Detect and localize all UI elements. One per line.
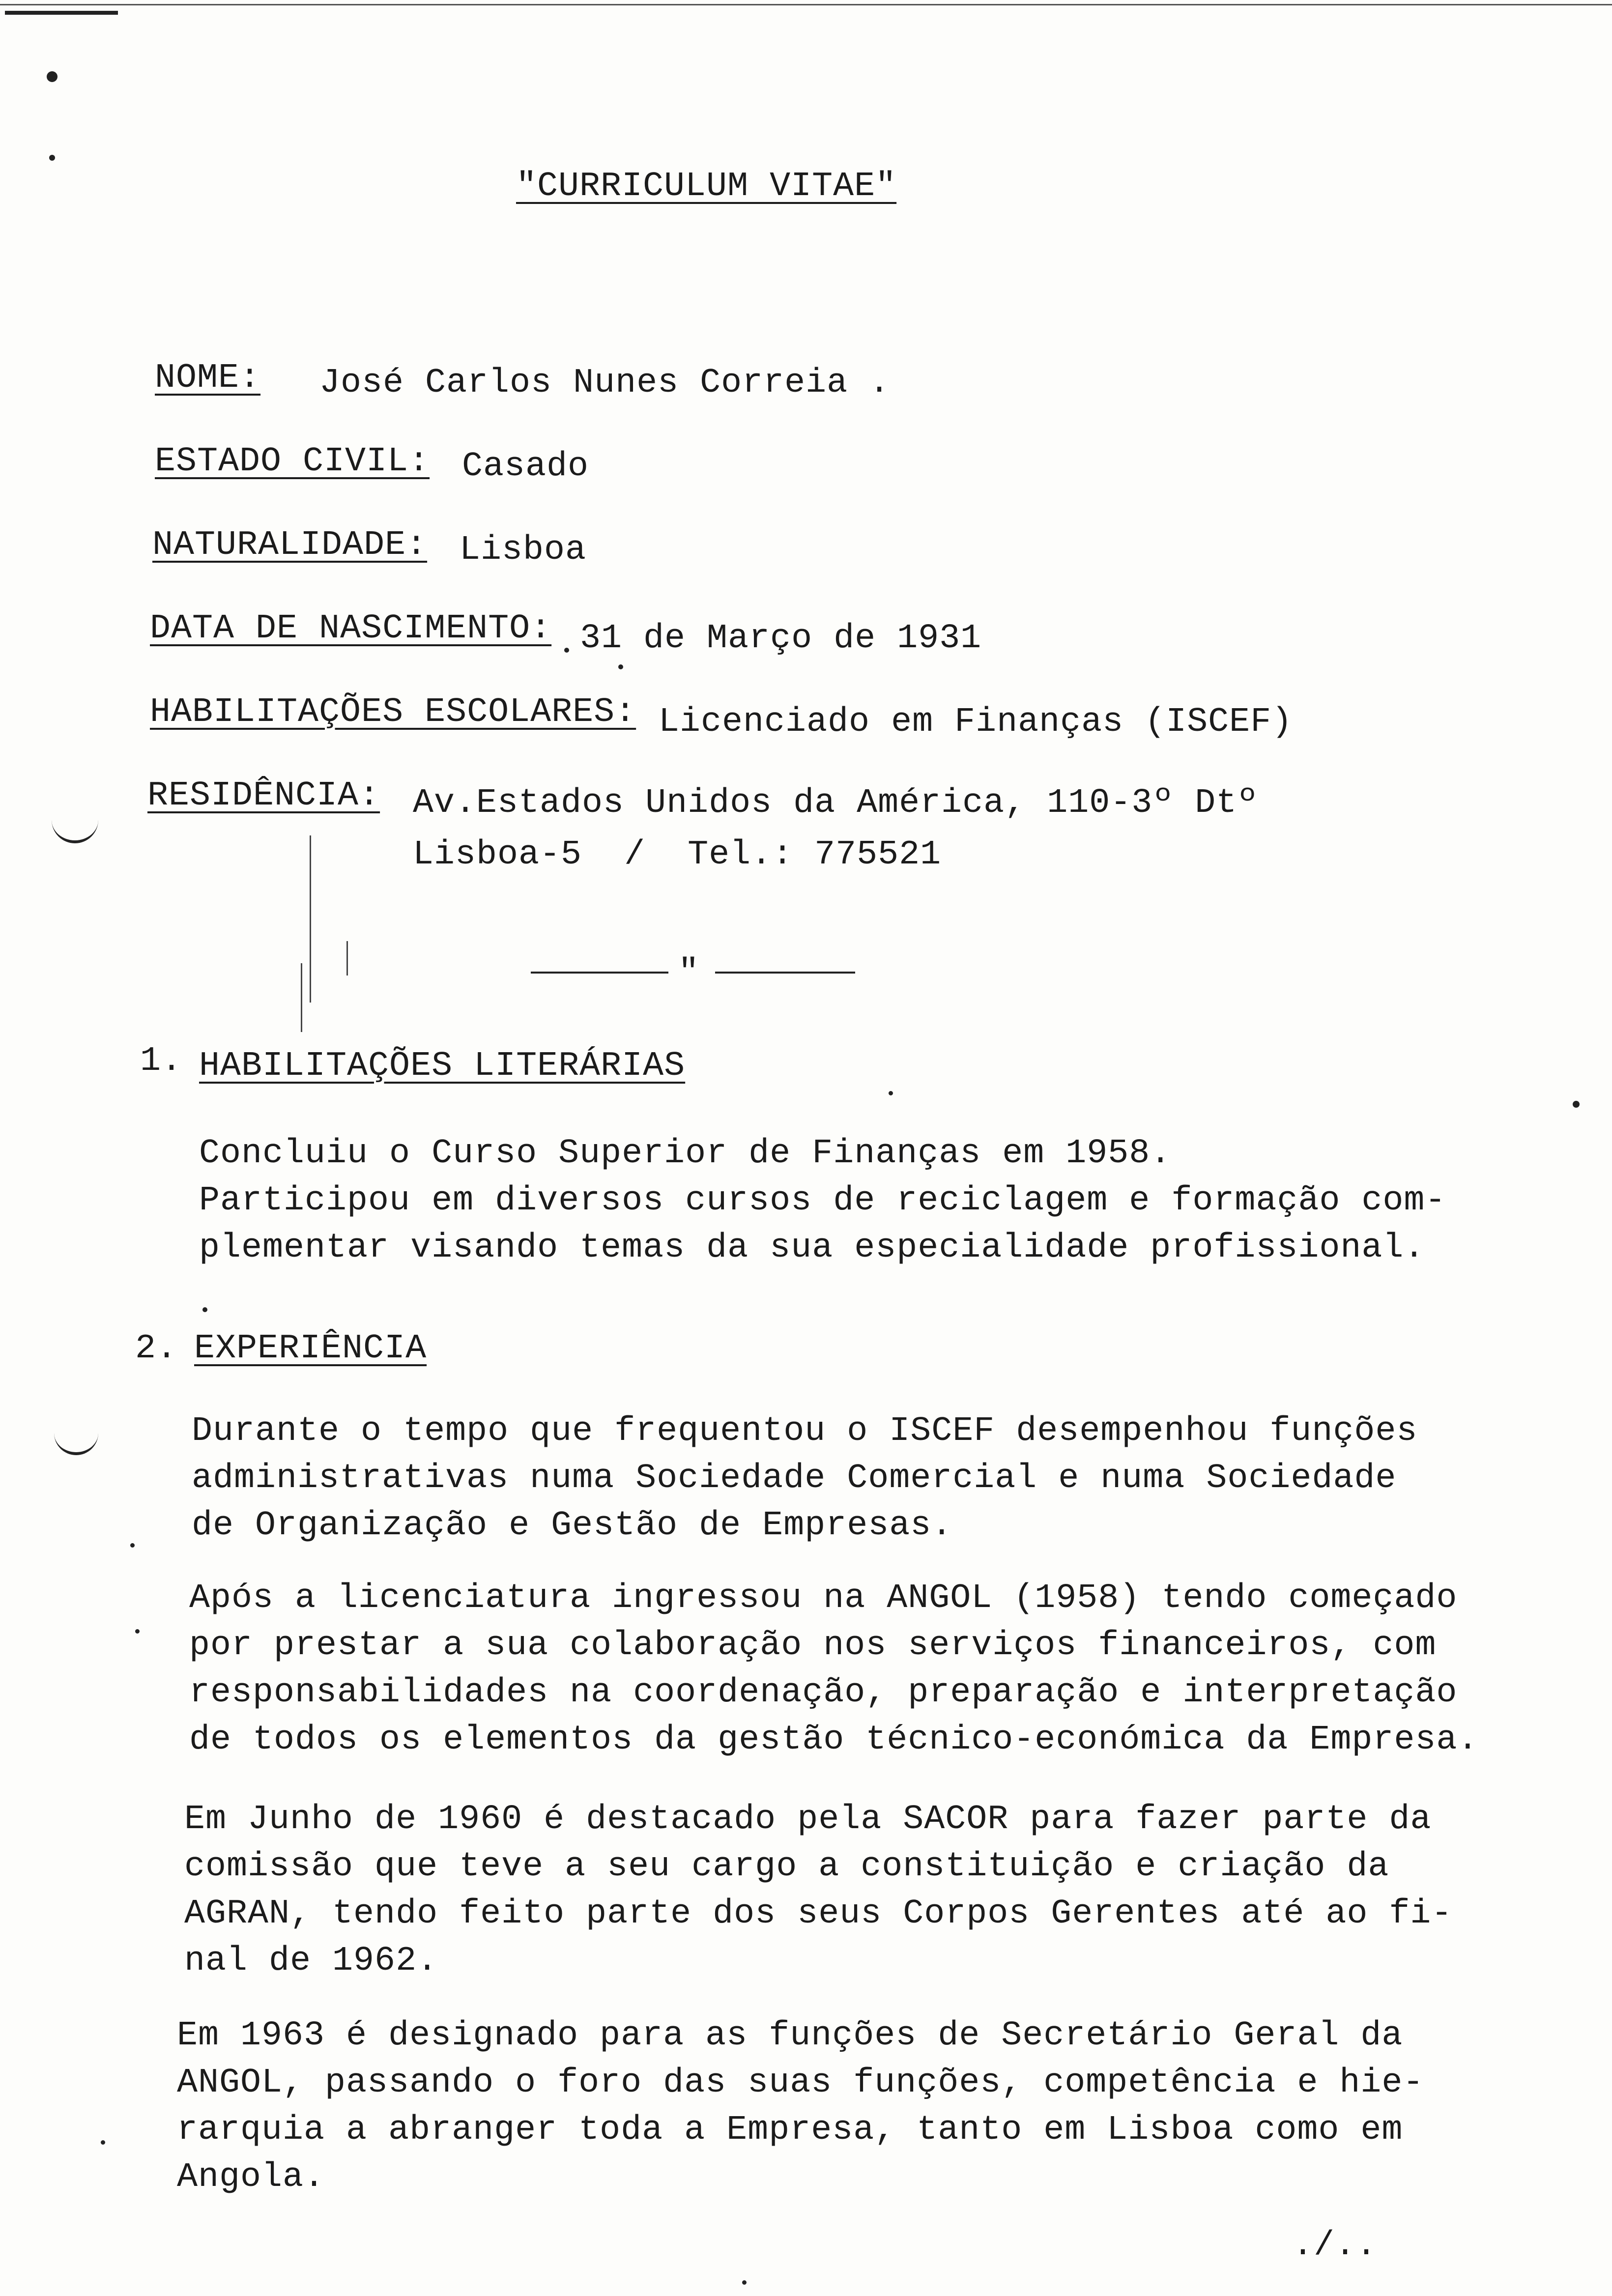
section1-line: plementar visando temas da sua especialidade profissional. [199,1229,1425,1267]
margin-dot [130,1543,135,1548]
section2-p3-line: comissão que teve a seu cargo a constituição e criação da [184,1847,1389,1886]
habilitacoes-value: Licenciado em Finanças (ISCEF) [659,703,1293,742]
section2-p1-line: Durante o tempo que frequentou o ISCEF desempenhou funções [192,1412,1418,1451]
nascimento-value: 31 de Março de 1931 [580,619,982,658]
stray-dot [618,664,623,669]
section1-line: Concluiu o Curso Superior de Finanças em 1958. [199,1134,1172,1173]
divider-right [715,972,855,974]
estado-civil-value: Casado [462,447,589,486]
top-left-mark [5,11,118,15]
section2-heading: EXPERIÊNCIA [194,1329,427,1368]
residencia-line2: Lisboa-5 / Tel.: 775521 [413,835,942,874]
residencia-line1: Av.Estados Unidos da América, 110-3º Dtº [413,784,1259,823]
stray-dot [202,1307,207,1312]
scan-scratch [346,941,348,976]
divider-left [531,972,668,974]
nascimento-label: DATA DE NASCIMENTO: [150,609,552,648]
margin-bracket-mark [52,811,98,843]
nome-value: José Carlos Nunes Correia . [319,364,891,402]
divider-mark: " [678,953,700,992]
habilitacoes-label: HABILITAÇÕES ESCOLARES: [150,693,636,732]
section2-p3-line: AGRAN, tendo feito parte dos seus Corpos Gerentes até ao fi- [184,1894,1453,1933]
section1-number: 1. [140,1042,183,1081]
section2-p3-line: nal de 1962. [184,1942,438,1980]
margin-dot [49,155,55,161]
scan-scratch [301,963,302,1032]
margin-dot [47,71,58,82]
bottom-dot [742,2280,747,2285]
section2-paragraph-2 [189,1575,1478,1764]
section2-p4-line: Em 1963 é designado para as funções de Secretário Geral da [177,2016,1403,2055]
section2-p4-line: rarquia a abranger toda a Empresa, tanto em Lisboa como em [177,2111,1403,2150]
section2-p2-line: de todos os elementos da gestão técnico-económica da Empresa. [189,1721,1479,1759]
margin-bracket-mark [54,1425,98,1455]
margin-dot [1573,1101,1580,1108]
stray-dot [564,648,569,653]
margin-dot [135,1629,140,1634]
scan-scratch [310,835,311,1003]
top-edge-line [0,4,1612,5]
section2-p2-line: Após a licenciatura ingressou na ANGOL (1958) tendo começado [189,1579,1458,1618]
section2-p2-line: por prestar a sua colaboração nos serviços financeiros, com [189,1626,1437,1665]
section2-p4-line: ANGOL, passando o foro das suas funções, competência e hie- [177,2064,1424,2102]
section2-p1-line: de Organização e Gestão de Empresas. [192,1506,953,1545]
margin-dot [101,2140,105,2145]
nome-label: NOME: [155,359,261,398]
section2-p2-line: responsabilidades na coordenação, preparação e interpretação [189,1673,1458,1712]
stray-dot [889,1091,893,1095]
continuation-mark: ./.. [1293,2226,1378,2265]
section1-line: Participou em diversos cursos de reciclagem e formação com- [199,1181,1446,1220]
section2-paragraph-3 [184,1796,1452,1985]
section2-p4-line: Angola. [177,2158,325,2197]
section2-number: 2. [135,1329,178,1368]
residencia-label: RESIDÊNCIA: [147,776,380,815]
section2-p1-line: administrativas numa Sociedade Comercial e numa Sociedade [192,1459,1397,1498]
section1-heading: HABILITAÇÕES LITERÁRIAS [199,1047,686,1086]
naturalidade-value: Lisboa [460,531,587,570]
section2-paragraph-1 [192,1408,1417,1550]
section2-paragraph-4 [177,2012,1424,2201]
section1-paragraph [199,1130,1446,1272]
section2-p3-line: Em Junho de 1960 é destacado pela SACOR para fazer parte da [184,1800,1432,1839]
naturalidade-label: NATURALIDADE: [152,526,428,565]
document-title: "CURRICULUM VITAE" [516,167,897,206]
estado-civil-label: ESTADO CIVIL: [155,442,430,481]
